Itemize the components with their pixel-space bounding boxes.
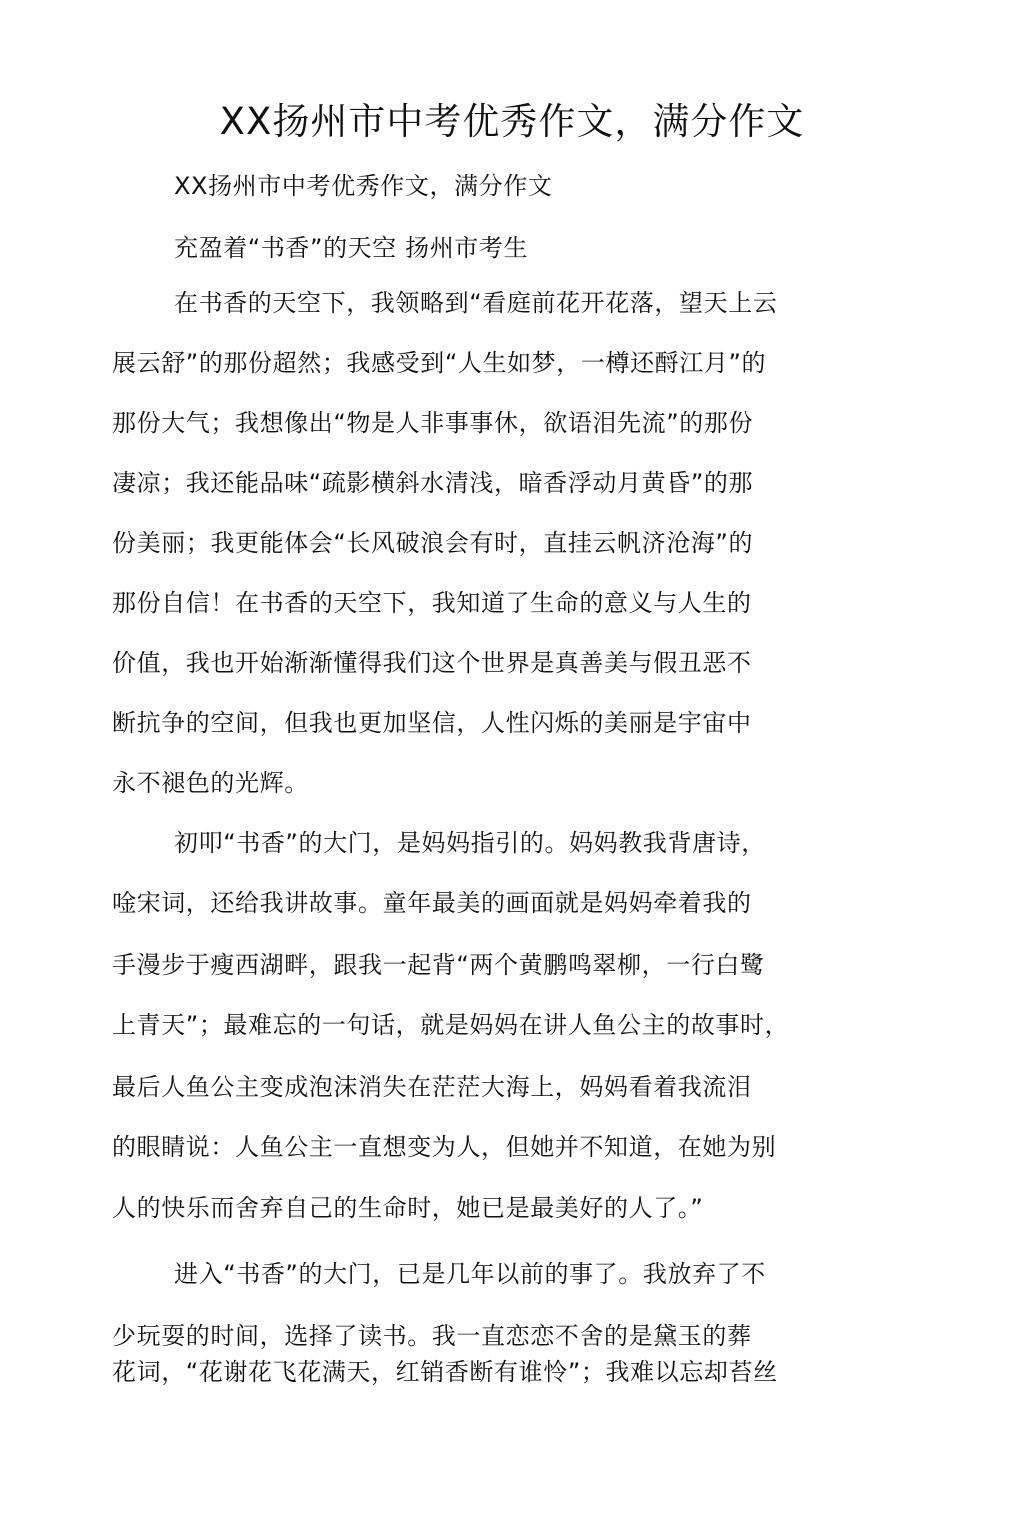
paragraph-line: 初叩“书香”的大门，是妈妈指引的。妈妈教我背唐诗，: [174, 829, 766, 857]
paragraph-line: 少玩耍的时间，选择了读书。我一直恋恋不舍的是黛玉的葬: [112, 1322, 752, 1350]
paragraph-line: 永不褪色的光辉。: [112, 769, 309, 797]
author-line: 充盈着“书香”的天空 扬州市考生: [174, 234, 529, 262]
document-title: XX扬州市中考优秀作文，满分作文: [219, 100, 805, 143]
paragraph-line: 手漫步于瘦西湖畔，跟我一起背“两个黄鹏鸣翠柳，一行白鹭: [112, 951, 765, 979]
paragraph-line: 那份大气；我想像出“物是人非事事休，欲语泪先流”的那份: [112, 409, 754, 437]
paragraph-line: 唫宋词，还给我讲故事。童年最美的画面就是妈妈牵着我的: [112, 889, 752, 917]
paragraph-line: 断抗争的空间，但我也更加坚信，人性闪烁的美丽是宇宙中: [112, 709, 752, 737]
paragraph-line: 那份自信！在书香的天空下，我知道了生命的意义与人生的: [112, 589, 752, 617]
paragraph-line: 人的快乐而舍弃自己的生命时，她已是最美好的人了。”: [112, 1194, 704, 1222]
paragraph-line: 上青天”；最难忘的一句话，就是妈妈在讲人鱼公主的故事时，: [112, 1011, 790, 1039]
paragraph-line: 的眼睛说：人鱼公主一直想变为人，但她并不知道，在她为别: [112, 1133, 777, 1161]
paragraph-line: 在书香的天空下，我领略到“看庭前花开花落，望天上云: [174, 289, 778, 317]
subtitle-line: XX扬州市中考优秀作文，满分作文: [174, 172, 553, 200]
paragraph-line: 凄凉；我还能品味“疏影横斜水清浅，暗香浮动月黄昏”的那: [112, 469, 754, 497]
paragraph-line: 展云舒”的那份超然；我感受到“人生如梦，一樽还酹江月”的: [112, 349, 767, 377]
paragraph-line: 进入“书香”的大门，已是几年以前的事了。我放弃了不: [174, 1260, 766, 1288]
paragraph-line: 价值，我也开始渐渐懂得我们这个世界是真善美与假丑恶不: [112, 649, 752, 677]
paragraph-line: 花词，“花谢花飞花满天，红销香断有谁怜”；我难以忘却苔丝: [112, 1358, 778, 1386]
paragraph-line: 最后人鱼公主变成泡沫消失在茫茫大海上，妈妈看着我流泪: [112, 1073, 752, 1101]
paragraph-line: 份美丽；我更能体会“长风破浪会有时，直挂云帆济沧海”的: [112, 529, 754, 557]
